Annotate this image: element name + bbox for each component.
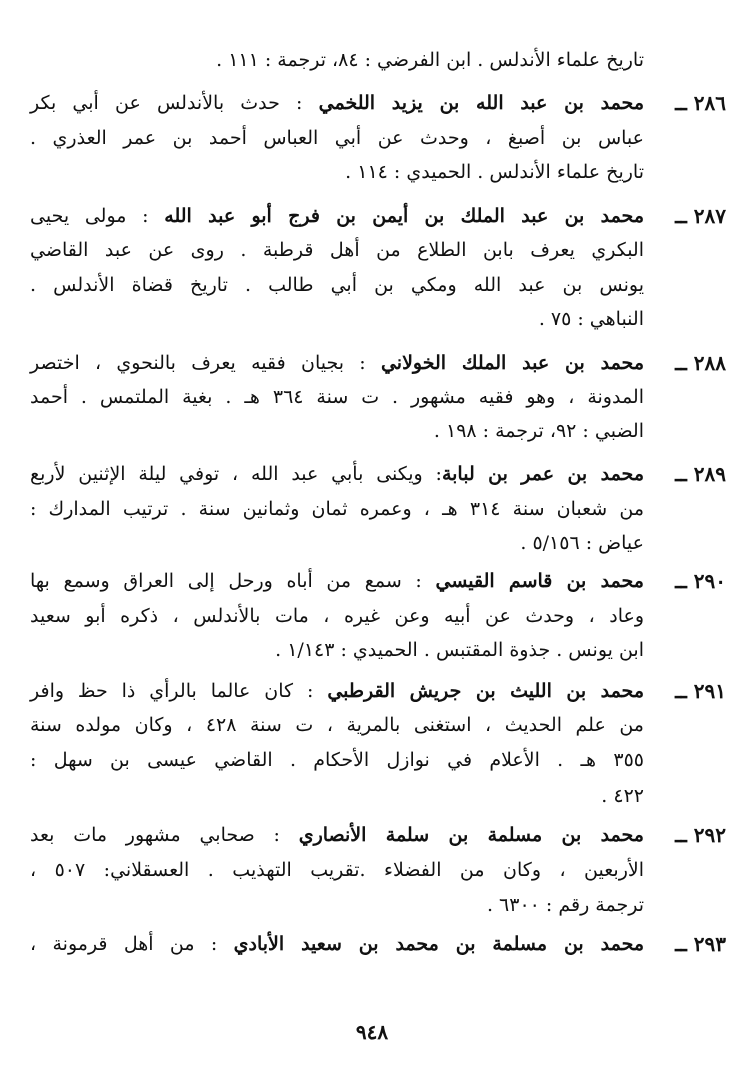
entry-number: ٢٩٠ ــ xyxy=(675,569,726,593)
entry-line: ٤٢٢ . xyxy=(601,785,644,807)
entry-text: : كان عالما بالرأي ذا حظ وافر xyxy=(30,680,328,702)
entry-head: محمد بن عمر بن لبابة xyxy=(441,463,645,485)
entry-head: محمد بن الليث بن جريش القرطبي xyxy=(327,680,644,702)
entry-line xyxy=(30,90,644,118)
continuation-line: تاريخ علماء الأندلس . ابن الفرضي : ٨٤، ترجمة : ١١١ . xyxy=(216,49,644,71)
entry-number: ٢٨٧ ــ xyxy=(675,204,726,228)
entry-line: تاريخ علماء الأندلس . الحميدي : ١١٤ . xyxy=(345,161,644,183)
entry-number: ٢٩٢ ــ xyxy=(675,823,726,847)
entry-text: : ويكنى بأبي عبد الله ، توفي ليلة الإثنين لأربع xyxy=(30,463,442,485)
entry-line xyxy=(30,461,644,489)
entry-line xyxy=(30,822,644,850)
entry-line xyxy=(30,931,644,959)
entry-head: محمد بن مسلمة بن سلمة الأنصاري xyxy=(298,824,644,846)
page-number: ٩٤٨ xyxy=(355,1020,389,1044)
entry-number: ٢٨٩ ــ xyxy=(675,462,726,486)
entry-line: المدونة ، وهو فقيه مشهور . ت سنة ٣٦٤ هـ . بغية الملتمس . أحمد xyxy=(30,386,644,408)
entry-text: : صحابي مشهور مات بعد xyxy=(30,824,299,846)
entry-line: وعاد ، وحدث عن أبيه وعن غيره ، مات بالأندلس ، ذكره أبو سعيد xyxy=(30,605,644,627)
entry-head: محمد بن قاسم القيسي xyxy=(435,570,644,592)
entry-head: محمد بن مسلمة بن محمد بن سعيد الأبادي xyxy=(233,933,645,955)
entry-line xyxy=(30,678,644,706)
entry-line xyxy=(30,203,644,231)
entry-line: ٣٥٥ هـ . الأعلام في نوازل الأحكام . القاضي عيسى بن سهل : xyxy=(30,749,644,771)
entry-text: : بجيان فقيه يعرف بالنحوي ، اختصر xyxy=(30,352,381,374)
entry-line xyxy=(30,568,644,596)
entry-text: : مولى يحيى xyxy=(30,205,165,227)
entry-text: : من أهل قرمونة ، xyxy=(30,933,234,955)
entry-line: ترجمة رقم : ٦٣٠٠ . xyxy=(486,894,644,916)
entry-head: محمد بن عبد الملك بن أيمن بن فرج أبو عبد الله xyxy=(164,205,645,227)
entry-number: ٢٨٨ ــ xyxy=(675,351,726,375)
entry-line: ابن يونس . جذوة المقتبس . الحميدي : ١/١٤٣ . xyxy=(275,639,644,661)
entry-line: الأربعين ، وكان من الفضلاء .تقريب التهذيب . العسقلاني: ٥٠٧ ، xyxy=(30,859,644,881)
entry-line: من علم الحديث ، استغنى بالمرية ، ت سنة ٤٢٨ ، وكان مولده سنة xyxy=(30,714,644,736)
entry-head: محمد بن عبد الله بن يزيد اللخمي xyxy=(318,92,644,114)
entry-line: النباهي : ٧٥ . xyxy=(538,308,644,330)
entry-number: ٢٩١ ــ xyxy=(675,679,726,703)
entry-line: عياض : ٥/١٥٦ . xyxy=(520,532,644,554)
entry-line: البكري يعرف بابن الطلاع من أهل قرطبة . روى عن عبد القاضي xyxy=(30,239,644,261)
entry-number: ٢٨٦ ــ xyxy=(675,91,726,115)
entry-line: من شعبان سنة ٣١٤ هـ ، وعمره ثمان وثمانين سنة . ترتيب المدارك : xyxy=(30,498,645,520)
entry-line: يونس بن عبد الله ومكي بن أبي طالب . تاريخ قضاة الأندلس . xyxy=(30,274,644,296)
entry-line: الضبي : ٩٢، ترجمة : ١٩٨ . xyxy=(433,420,644,442)
entry-head: محمد بن عبد الملك الخولاني xyxy=(380,352,645,374)
entry-number: ٢٩٣ ــ xyxy=(675,932,726,956)
entry-line: عباس بن أصبغ ، وحدث عن أبي العباس أحمد بن عمر العذري . xyxy=(30,127,644,149)
entry-text: : حدث بالأندلس عن أبي بكر xyxy=(30,92,319,114)
entry-line xyxy=(30,350,644,378)
entry-text: : سمع من أباه ورحل إلى العراق وسمع بها xyxy=(30,570,436,592)
